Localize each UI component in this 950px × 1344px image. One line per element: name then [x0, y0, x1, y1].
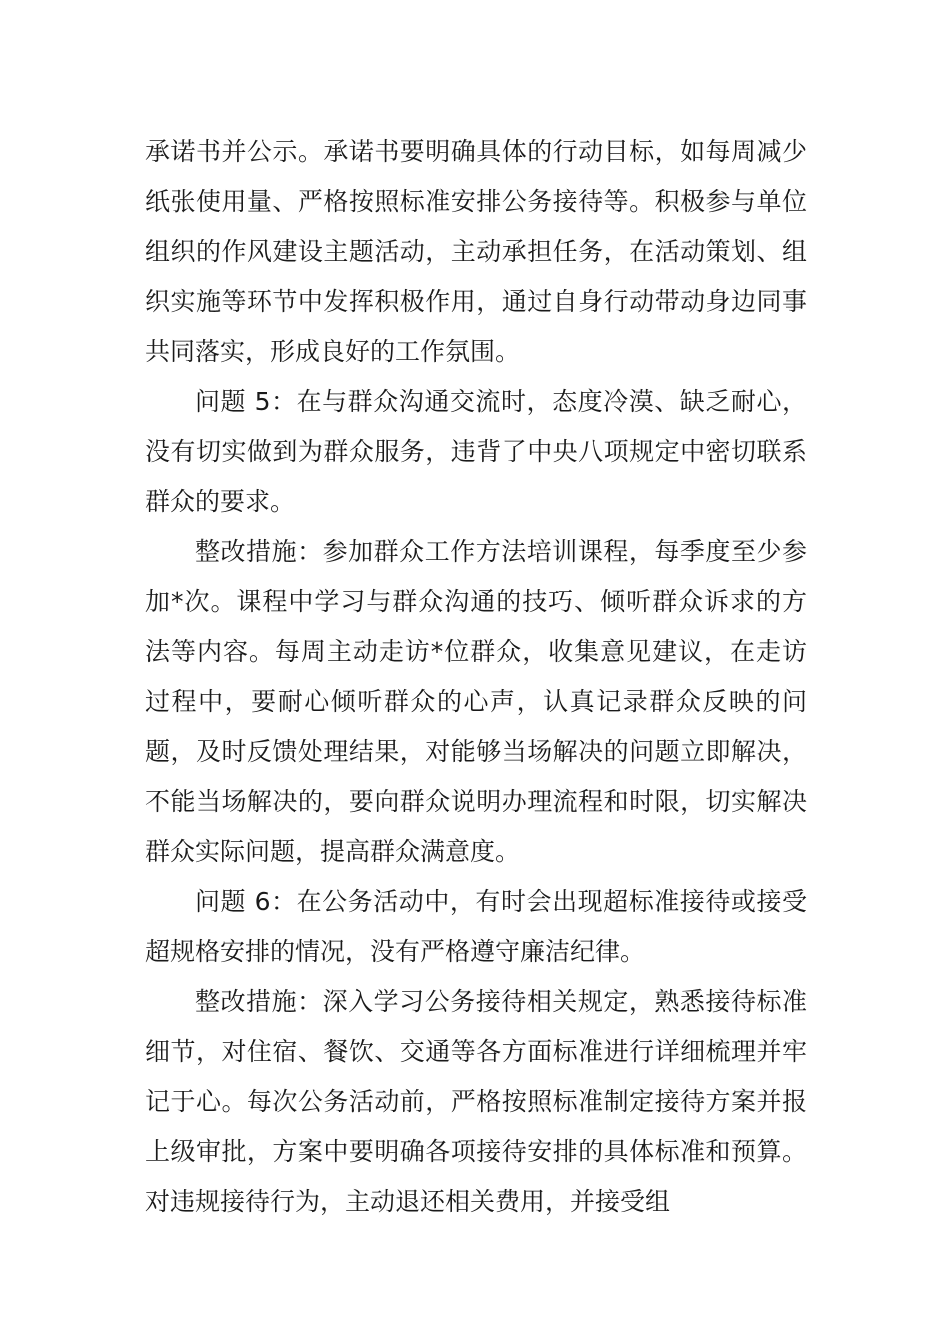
paragraph-problem-6: 问题 6：在公务活动中，有时会出现超标准接待或接受超规格安排的情况，没有严格遵守廉洁纪律。 — [145, 887, 807, 966]
document-body — [145, 127, 807, 1227]
paragraph-continuation: 承诺书并公示。承诺书要明确具体的行动目标，如每周减少纸张使用量、严格按照标准安排公务接待等。积极参与单位组织的作风建设主题活动，主动承担任务，在活动策划、组织实施等环节中发挥积极作用，通过自身行动带动身边同事共同落实，形成良好的工作氛围。 — [145, 137, 807, 366]
paragraph-measure-6: 整改措施：深入学习公务接待相关规定，熟悉接待标准细节，对住宿、餐饮、交通等各方面标准进行详细梳理并牢记于心。每次公务活动前，严格按照标准制定接待方案并报上级审批，方案中要明确各项接待安排的具体标准和预算。对违规接待行为，主动退还相关费用，并接受组 — [145, 987, 807, 1216]
paragraph-problem-5: 问题 5：在与群众沟通交流时，态度冷漠、缺乏耐心，没有切实做到为群众服务，违背了中央八项规定中密切联系群众的要求。 — [145, 387, 807, 516]
paragraph-measure-5: 整改措施：参加群众工作方法培训课程，每季度至少参加*次。课程中学习与群众沟通的技巧、倾听群众诉求的方法等内容。每周主动走访*位群众，收集意见建议，在走访过程中，要耐心倾听群众的心声，认真记录群众反映的问题，及时反馈处理结果，对能够当场解决的问题立即解决，不能当场解决的，要向群众说明办理流程和时限，切实解决群众实际问题，提高群众满意度。 — [145, 537, 807, 866]
